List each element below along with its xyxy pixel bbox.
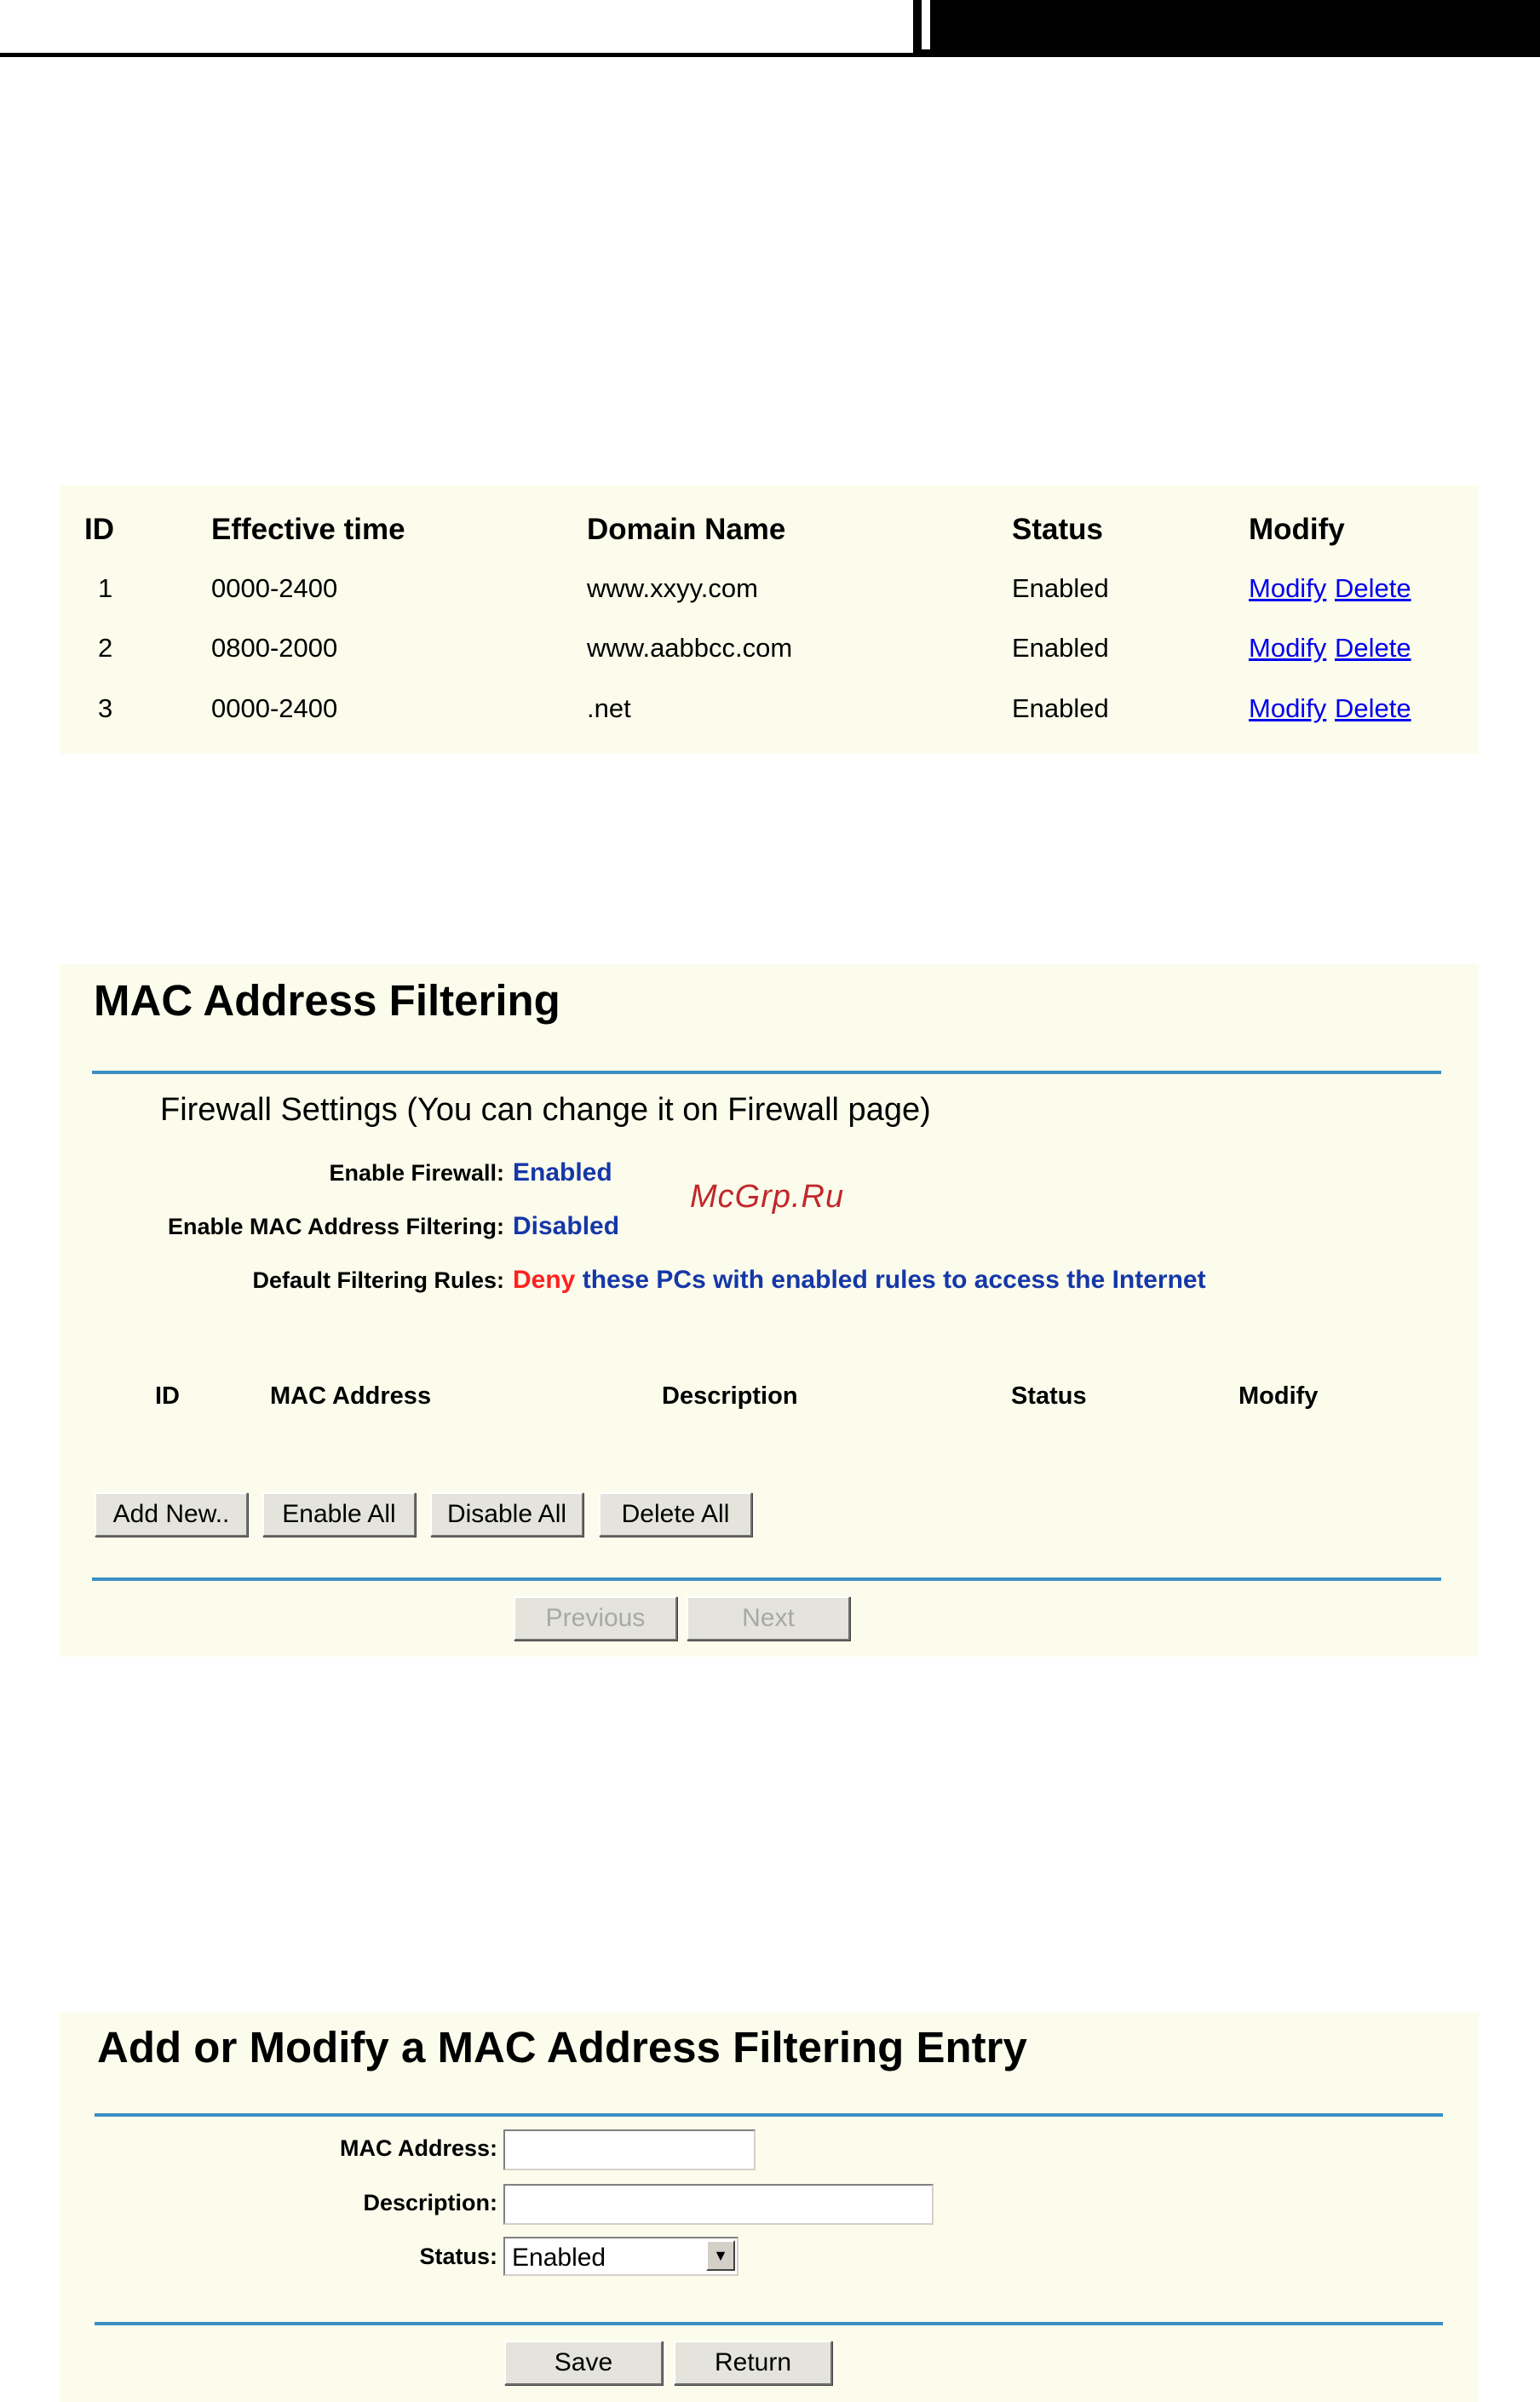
enable-firewall-label: Enable Firewall:: [329, 1160, 504, 1186]
description-input[interactable]: [503, 2184, 934, 2225]
col-header-modify: Modify: [1238, 1382, 1319, 1410]
enable-mac-filtering-label: Enable MAC Address Filtering:: [167, 1214, 504, 1239]
add-new-button[interactable]: Add New..: [95, 1492, 248, 1537]
col-header-modify: Modify: [1249, 513, 1345, 546]
bottom-divider: [92, 1577, 1441, 1581]
enable-all-button[interactable]: Enable All: [262, 1492, 416, 1537]
status-selected-value: Enabled: [512, 2244, 606, 2272]
form-title: Add or Modify a MAC Address Filtering Entry: [97, 2023, 1027, 2072]
title-divider: [92, 1071, 1441, 1074]
col-header-description: Description: [662, 1382, 798, 1410]
row-3-delete-link[interactable]: Delete: [1335, 693, 1411, 723]
row-3-domain: .net: [587, 693, 631, 723]
row-2-domain: www.aabbcc.com: [587, 633, 793, 663]
row-2-delete-link[interactable]: Delete: [1335, 633, 1411, 663]
row-2-time: 0800-2000: [211, 633, 338, 663]
col-header-effective-time: Effective time: [211, 513, 405, 546]
enable-firewall-value: Enabled: [513, 1158, 612, 1187]
header-black-bar: [913, 0, 1540, 57]
row-1-modify-link[interactable]: Modify: [1249, 573, 1327, 603]
enable-mac-filtering-value: Disabled: [513, 1212, 620, 1240]
mac-address-input[interactable]: [503, 2129, 756, 2170]
row-2-id: 2: [98, 633, 113, 663]
default-filtering-rules-label: Default Filtering Rules:: [252, 1267, 504, 1293]
status-select[interactable]: [503, 2237, 738, 2276]
row-1-status: Enabled: [1012, 573, 1109, 603]
row-1-delete-link[interactable]: Delete: [1335, 573, 1411, 603]
mac-address-label: MAC Address:: [339, 2135, 497, 2161]
disable-all-button[interactable]: Disable All: [430, 1492, 583, 1537]
delete-all-button[interactable]: Delete All: [599, 1492, 752, 1537]
col-header-domain-name: Domain Name: [587, 513, 786, 546]
domain-filter-table: [60, 486, 1479, 754]
mac-filtering-panel: [60, 964, 1479, 1657]
default-filtering-rules-value: [513, 1266, 1206, 1295]
watermark: McGrp.Ru: [690, 1179, 845, 1215]
deny-keyword: Deny: [513, 1266, 576, 1294]
row-1-time: 0000-2400: [211, 573, 338, 603]
col-header-mac-address: MAC Address: [270, 1382, 432, 1410]
save-button[interactable]: Save: [504, 2341, 663, 2385]
row-2-modify-link[interactable]: Modify: [1249, 633, 1327, 663]
previous-button[interactable]: Previous: [514, 1596, 677, 1641]
return-button[interactable]: Return: [674, 2341, 832, 2385]
row-3-time: 0000-2400: [211, 693, 338, 723]
col-header-id: ID: [155, 1382, 180, 1410]
firewall-settings-heading: Firewall Settings (You can change it on Firewall page): [160, 1092, 931, 1128]
col-header-id: ID: [84, 513, 114, 546]
header-rule: [0, 53, 922, 57]
row-3-status: Enabled: [1012, 693, 1109, 723]
form-bottom-divider: [95, 2322, 1443, 2325]
col-header-status: Status: [1012, 513, 1103, 546]
page-title: MAC Address Filtering: [94, 976, 560, 1025]
rule-description: these PCs with enabled rules to access the Internet: [582, 1266, 1206, 1294]
row-3-modify-link[interactable]: Modify: [1249, 693, 1327, 723]
description-label: Description:: [363, 2190, 497, 2215]
next-button[interactable]: Next: [687, 1596, 850, 1641]
row-3-id: 3: [98, 693, 113, 723]
row-1-domain: www.xxyy.com: [587, 573, 758, 603]
form-title-divider: [95, 2113, 1443, 2117]
row-1-id: 1: [98, 573, 113, 603]
chevron-down-icon[interactable]: ▼: [706, 2240, 735, 2271]
row-2-status: Enabled: [1012, 633, 1109, 663]
entry-form-panel: [60, 2013, 1479, 2402]
status-label: Status:: [419, 2244, 497, 2269]
col-header-status: Status: [1011, 1382, 1087, 1410]
